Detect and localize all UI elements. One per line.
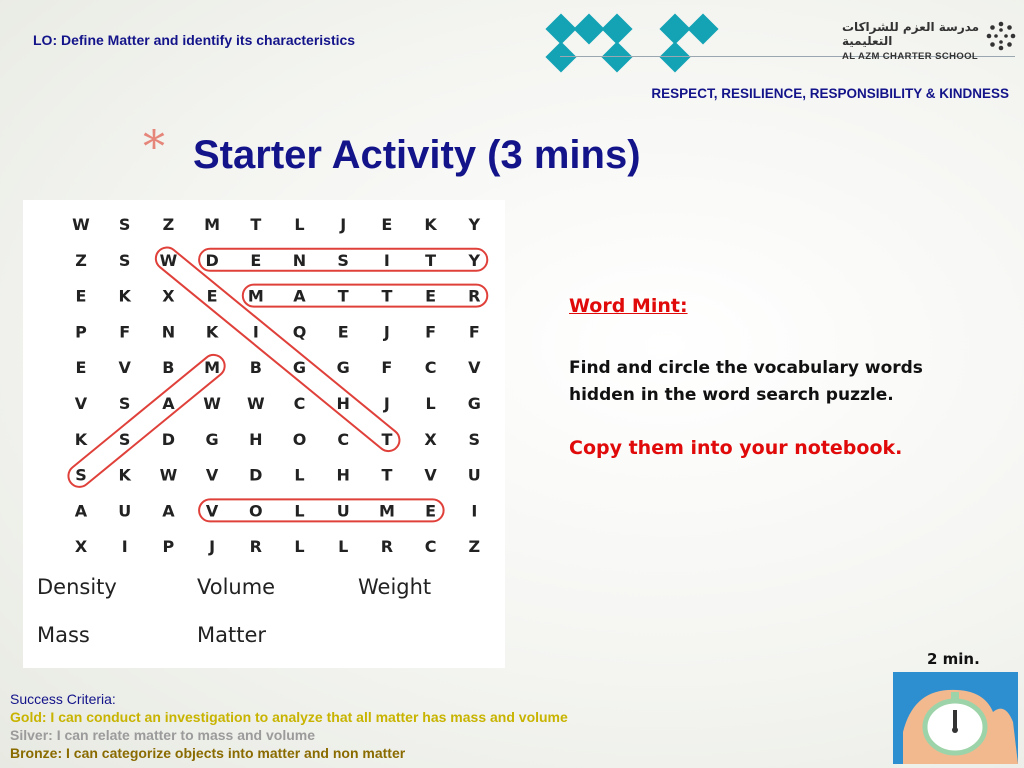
grid-letter: W (159, 250, 178, 270)
grid-letter: G (205, 429, 219, 449)
grid-letter: G (467, 394, 481, 413)
grid-letter: V (74, 394, 88, 413)
grid-letter: L (294, 465, 305, 485)
criteria-gold: Gold: I can conduct an investigation to analyze that all matter has mass and volume (10, 709, 568, 725)
grid-letter: A (162, 394, 175, 413)
grid-letter: R (380, 537, 394, 557)
grid-letter: N (292, 250, 307, 270)
grid-letter: S (118, 215, 131, 234)
grid-letter: T (381, 429, 393, 449)
grid-letter: W (72, 215, 90, 234)
grid-letter: D (161, 429, 176, 449)
grid-letter: S (75, 465, 87, 485)
grid-letter: H (336, 465, 350, 485)
school-name-arabic: مدرسة العزم للشراكات التعليمية (842, 20, 980, 48)
grid-letter: R (468, 286, 481, 306)
grid-letter: J (340, 215, 347, 234)
grid-letter: E (75, 358, 87, 378)
grid-letter: D (249, 465, 263, 485)
grid-letter: A (293, 286, 306, 306)
grid-letter: V (424, 465, 437, 485)
grid-letter: Z (162, 215, 175, 234)
grid-letter: U (118, 501, 132, 521)
grid-letter: E (250, 250, 262, 270)
grid-letter: C (424, 537, 437, 557)
title-asterisk-icon: * (143, 122, 165, 173)
grid-letter: M (204, 358, 221, 378)
grid-letter: G (292, 358, 307, 378)
criteria-silver: Silver: I can relate matter to mass and volume (10, 727, 316, 743)
grid-letter: U (467, 465, 481, 485)
grid-letter: C (424, 358, 437, 378)
grid-letter: X (424, 429, 437, 449)
grid-letter: I (471, 501, 478, 521)
stopwatch-icon (893, 672, 1018, 764)
grid-letter: D (205, 250, 219, 270)
grid-letter: R (249, 537, 262, 557)
grid-letter: V (118, 358, 131, 378)
grid-letter: Q (292, 322, 307, 342)
word-list-item: Density (37, 575, 117, 599)
grid-letter: H (249, 429, 263, 449)
word-list-item: Weight (358, 575, 432, 599)
grid-letter: A (74, 501, 88, 521)
found-word-circle-weight (151, 243, 404, 455)
success-criteria (10, 690, 568, 762)
activity-instruction: Find and circle the vocabulary words hidden in the word search puzzle. (569, 358, 923, 405)
grid-letter: Y (468, 215, 481, 234)
grid-letter: I (121, 537, 128, 557)
grid-letter: B (249, 358, 262, 378)
grid-letter: X (162, 286, 175, 306)
grid-letter: B (162, 358, 175, 378)
grid-letter: F (381, 358, 393, 378)
grid-letter: U (336, 501, 350, 521)
activity-heading: Word Mint: (569, 295, 688, 317)
grid-letter: X (74, 537, 88, 557)
grid-letter: W (246, 394, 265, 413)
grid-letter: I (383, 250, 390, 270)
grid-letter: P (75, 322, 87, 342)
activity-copy-note: Copy them into your notebook. (569, 437, 903, 459)
grid-letter: J (209, 537, 216, 557)
grid-letter: K (74, 429, 88, 449)
school-name-english: AL AZM CHARTER SCHOOL (842, 51, 979, 62)
decorative-tiles (540, 12, 720, 72)
grid-letter: V (468, 358, 481, 378)
learning-objective: LO: Define Matter and identify its characteristics (33, 32, 356, 48)
grid-letter: T (381, 286, 393, 306)
grid-letter: S (118, 250, 131, 270)
grid-letter: A (162, 501, 175, 521)
grid-letter: Y (468, 250, 481, 270)
grid-letter: E (206, 286, 218, 306)
grid-letter: C (337, 429, 350, 449)
grid-letter: E (337, 322, 349, 342)
grid-letter: Z (468, 537, 481, 557)
grid-letter: S (118, 429, 131, 449)
grid-letter: K (205, 322, 219, 342)
grid-letter: T (381, 465, 393, 485)
grid-letter: O (248, 501, 263, 521)
grid-letter: M (378, 501, 395, 521)
grid-letter: I (252, 322, 259, 342)
school-seal-icon (985, 20, 1017, 52)
grid-letter: W (159, 465, 178, 485)
grid-letter: L (294, 501, 305, 521)
grid-letter: M (247, 286, 264, 306)
grid-letter: F (425, 322, 437, 342)
grid-letter: C (293, 394, 306, 413)
grid-letter: L (338, 537, 349, 557)
grid-letter: J (383, 322, 390, 342)
grid-letter: N (161, 322, 176, 342)
word-search-puzzle (23, 200, 505, 668)
grid-letter: V (205, 465, 219, 485)
slide-title: Starter Activity (3 mins) (193, 133, 641, 177)
grid-letter: T (337, 286, 349, 306)
grid-letter: K (424, 215, 437, 234)
grid-letter: L (425, 394, 436, 413)
found-word-circle-volume (199, 499, 444, 521)
grid-letter: E (425, 286, 437, 306)
grid-letter: E (425, 501, 437, 521)
word-list-item: Mass (37, 623, 90, 647)
grid-letter: L (294, 537, 305, 557)
timer-label: 2 min. (927, 650, 980, 668)
found-word-circle-matter (243, 285, 487, 307)
grid-letter: S (337, 250, 349, 270)
grid-letter: O (292, 429, 307, 449)
grid-letter: G (336, 358, 350, 378)
word-list-item: Volume (197, 575, 276, 599)
grid-letter: T (425, 250, 437, 270)
grid-letter: T (250, 215, 262, 234)
grid-letter: S (118, 394, 131, 413)
grid-letter: Z (75, 250, 87, 270)
grid-letter: K (118, 465, 131, 485)
grid-letter: H (336, 394, 350, 413)
grid-letter: F (119, 322, 131, 342)
grid-letter: S (468, 429, 481, 449)
grid-letter: P (162, 537, 175, 557)
grid-letter: L (294, 215, 305, 234)
grid-letter: E (75, 286, 87, 306)
criteria-heading: Success Criteria: (10, 691, 116, 707)
criteria-bronze: Bronze: I can categorize objects into matter and non matter (10, 745, 406, 761)
grid-letter: W (203, 394, 221, 413)
grid-letter: J (383, 394, 390, 413)
grid-letter: E (381, 215, 393, 234)
grid-letter: F (468, 322, 480, 342)
grid-letter: V (205, 501, 219, 521)
grid-letter: M (204, 215, 221, 234)
school-values: RESPECT, RESILIENCE, RESPONSIBILITY & KINDNESS (651, 86, 1009, 101)
grid-letter: K (118, 286, 131, 306)
word-list-item: Matter (197, 623, 267, 647)
